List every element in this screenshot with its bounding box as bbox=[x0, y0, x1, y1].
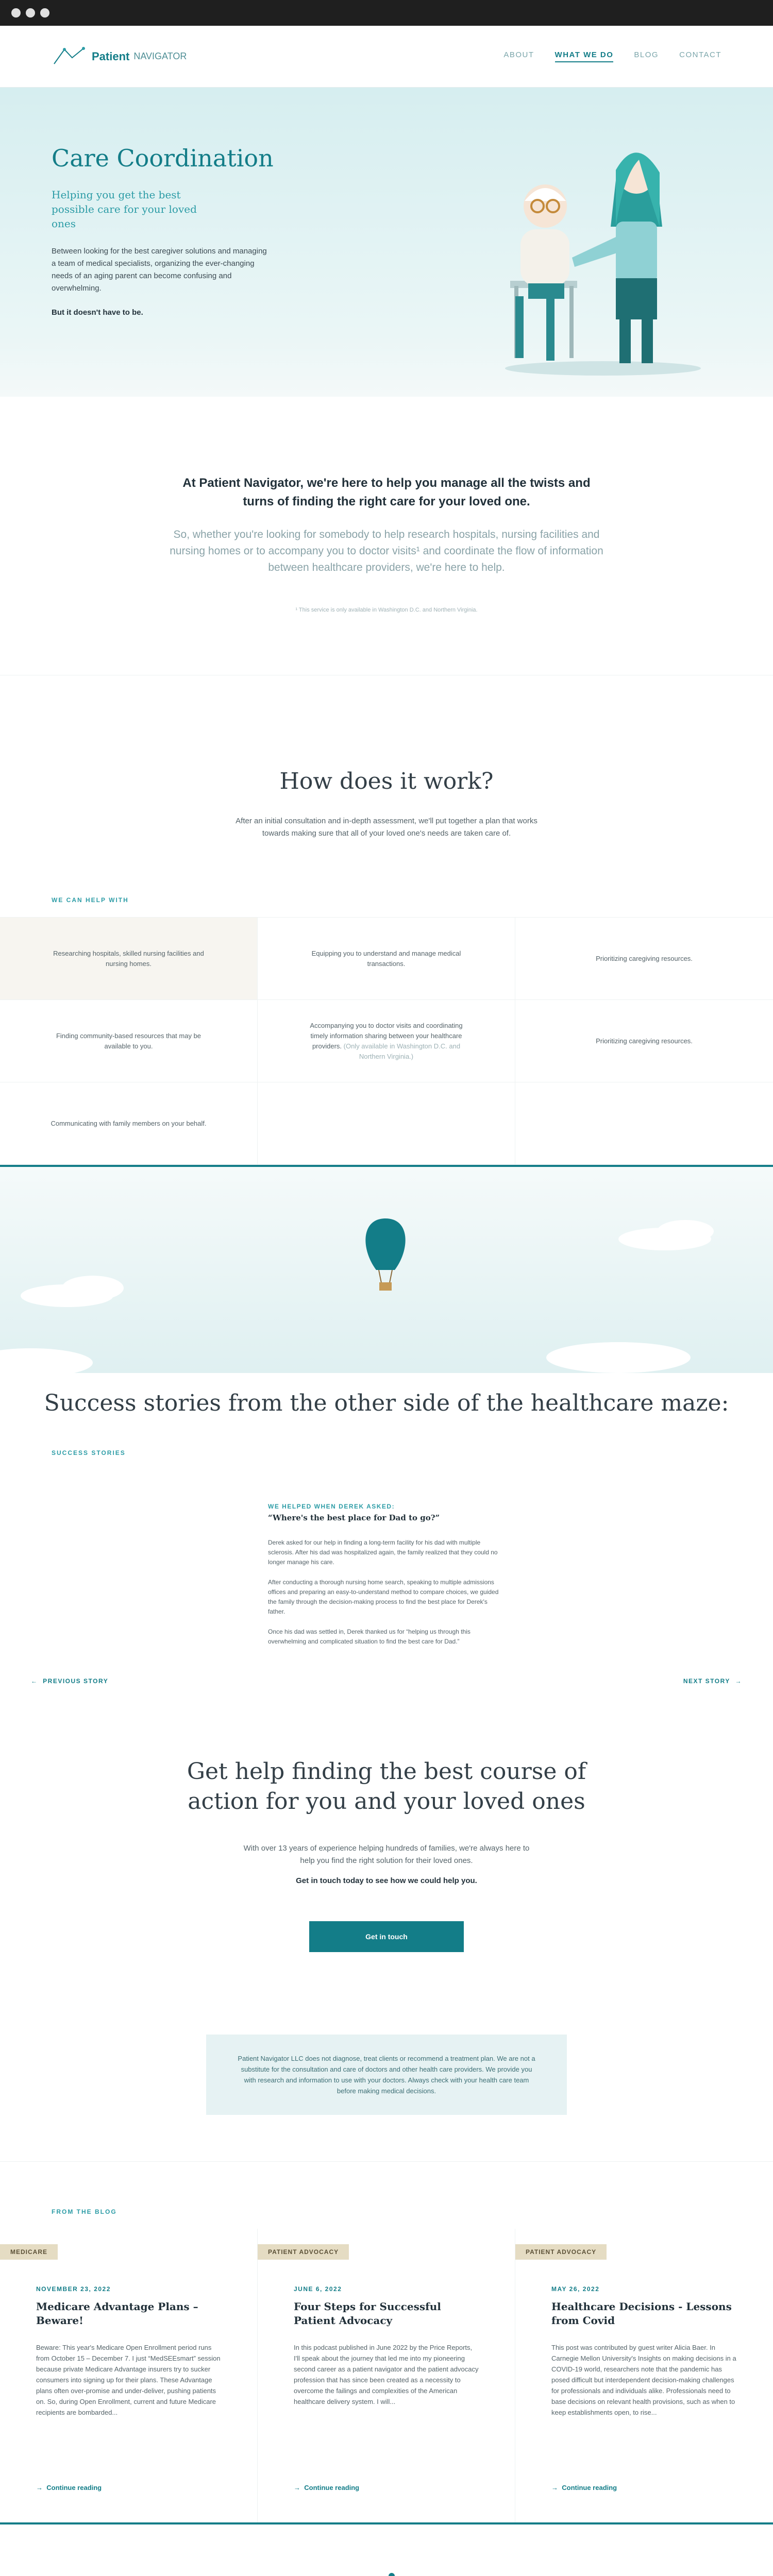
logo-main-text: Patient bbox=[92, 49, 130, 63]
nav-contact[interactable]: CONTACT bbox=[679, 50, 721, 59]
get-in-touch-button[interactable]: Get in touch bbox=[309, 1921, 464, 1952]
service-text: Finding community-based resources that may be available to you. bbox=[56, 1031, 201, 1050]
continue-reading-link[interactable] bbox=[294, 2484, 359, 2492]
service-cell bbox=[0, 1000, 258, 1082]
mission-lead: At Patient Navigator, we're here to help you manage all the twists and turns of finding the right care for your loved one. bbox=[182, 476, 591, 509]
blog-card[interactable] bbox=[515, 2229, 773, 2522]
service-cell-empty bbox=[515, 1082, 773, 1165]
hot-air-balloon-icon bbox=[0, 1167, 773, 1373]
continue-reading-link[interactable] bbox=[551, 2484, 617, 2492]
next-story-label: NEXT STORY bbox=[683, 1677, 730, 1685]
arrow-right-icon: → bbox=[730, 1677, 742, 1685]
service-text: Researching hospitals, skilled nursing facilities and nursing homes. bbox=[53, 949, 204, 968]
next-story-link[interactable] bbox=[683, 1677, 742, 1685]
network-dots-illustration bbox=[0, 2555, 773, 2576]
success-story bbox=[268, 1503, 505, 1647]
blog-category-tag[interactable]: MEDICARE bbox=[0, 2244, 58, 2260]
window-close-dot[interactable] bbox=[11, 8, 21, 18]
help-title: Get help finding the best course of action for you and your loved ones bbox=[187, 1758, 586, 1815]
blog-section bbox=[0, 2162, 773, 2524]
balloon-sky-illustration bbox=[0, 1167, 773, 1373]
service-cell-empty bbox=[258, 1082, 515, 1165]
nav-what-we-do[interactable]: WHAT WE DO bbox=[555, 50, 614, 62]
site-header bbox=[0, 26, 773, 88]
navigator-compass-icon bbox=[52, 46, 88, 67]
hero bbox=[0, 88, 773, 397]
continue-reading-label: Continue reading bbox=[304, 2484, 360, 2492]
hero-strong-line: But it doesn't have to be. bbox=[52, 308, 143, 317]
story-paragraph: Derek asked for our help in finding a long-term facility for his dad with multiple sclerosis. After his dad was hospitalized again, the family realized that they could no longer manage his care. bbox=[268, 1539, 498, 1566]
how-title: How does it work? bbox=[279, 768, 494, 794]
story-nav bbox=[0, 1677, 773, 1685]
previous-story-label: PREVIOUS STORY bbox=[43, 1677, 109, 1685]
service-text: Prioritizing caregiving resources. bbox=[596, 954, 693, 962]
blog-card[interactable] bbox=[258, 2229, 515, 2522]
blog-excerpt: In this podcast published in June 2022 by the Price Reports, I'll speak about the journey that led me into my pioneering second career as a patient navigator and the patient advocacy profession that has since been created as a necessity to overcome the failings and complexities of the American healthcare delivery system. I will... bbox=[294, 2344, 479, 2405]
continue-reading-link[interactable] bbox=[36, 2484, 102, 2492]
arrow-right-icon: → bbox=[294, 2484, 305, 2492]
window-minimize-dot[interactable] bbox=[26, 8, 35, 18]
services-grid bbox=[0, 917, 773, 1165]
service-cell bbox=[515, 1000, 773, 1082]
hero-tagline: Helping you get the best possible care for your loved ones bbox=[52, 189, 197, 230]
blog-title[interactable]: Medicare Advantage Plans – Beware! bbox=[36, 2300, 198, 2327]
logo-sub-text: NAVIGATOR bbox=[133, 51, 187, 61]
story-paragraph: Once his dad was settled in, Derek thanked us for “helping us through this overwhelming and complicated situation to find the best care for Dad.” bbox=[268, 1628, 470, 1645]
blog-excerpt: This post was contributed by guest writer Alicia Baer. In Carnegie Mellon University's Insights on making decisions in a COVID-19 world, researchers note that the pandemic has posed difficult but interdependent decision-making challenges for professionals and individuals alike. Professionals need to base decisions on relevant health provisions, such as when to keep establishments open, to rise... bbox=[551, 2344, 736, 2416]
blog-excerpt: Beware: This year's Medicare Open Enrollment period runs from October 15 – December 7. I just “MedSEEsmart” session because private Medicare Advantage insurers try to sucker consumers into signing up for their plans. These Advantage plans often over-promise and under-deliver, pushing patients on. So, during Open Enrollment, current and future Medicare recipients are bombarded... bbox=[36, 2344, 221, 2416]
blog-date: MAY 26, 2022 bbox=[551, 2285, 600, 2293]
blog-category-tag[interactable]: PATIENT ADVOCACY bbox=[515, 2244, 607, 2260]
previous-story-link[interactable] bbox=[31, 1677, 108, 1685]
contact-section bbox=[0, 2524, 773, 2576]
arrow-right-icon: → bbox=[551, 2484, 562, 2492]
service-cell bbox=[258, 918, 515, 1000]
service-text: Prioritizing caregiving resources. bbox=[596, 1037, 693, 1045]
stories-title: Success stories from the other side of the healthcare maze: bbox=[44, 1390, 729, 1416]
hero-intro: Between looking for the best caregiver solutions and managing a team of medical specialists, organizing the ever-changing needs of an aging parent can become confusing and overwhelming. bbox=[52, 247, 267, 293]
nav-blog[interactable]: BLOG bbox=[634, 50, 659, 59]
blog-cards bbox=[0, 2229, 773, 2522]
service-cell bbox=[515, 918, 773, 1000]
arrow-right-icon: → bbox=[36, 2484, 47, 2492]
success-stories-section bbox=[0, 1167, 773, 1685]
story-quote: “Where's the best place for Dad to go?” bbox=[268, 1513, 440, 1522]
blog-category-tag[interactable]: PATIENT ADVOCACY bbox=[258, 2244, 349, 2260]
service-cell bbox=[258, 1000, 515, 1082]
service-cell bbox=[0, 918, 258, 1000]
get-help-section bbox=[0, 1757, 773, 2162]
window-zoom-dot[interactable] bbox=[40, 8, 49, 18]
help-call-to-action: Get in touch today to see how we could help you. bbox=[296, 1876, 477, 1885]
page-title: Care Coordination bbox=[52, 144, 274, 172]
service-text: Accompanying you to doctor visits and coordinating timely information sharing between your healthcare providers. bbox=[310, 1021, 463, 1050]
blog-title[interactable]: Four Steps for Successful Patient Advocacy bbox=[294, 2300, 441, 2327]
service-text: Communicating with family members on your behalf. bbox=[51, 1119, 207, 1127]
caregiver-illustration bbox=[484, 103, 701, 381]
blog-title[interactable]: Healthcare Decisions - Lessons from Covid bbox=[551, 2300, 732, 2327]
mission-sub: So, whether you're looking for somebody to help research hospitals, nursing facilities and nursing homes or to accompany you to doctor visits¹ and coordinate the flow of information between healthcare providers, we're here to help. bbox=[170, 529, 603, 573]
service-text: Equipping you to understand and manage medical transactions. bbox=[311, 949, 461, 968]
logo[interactable] bbox=[52, 46, 187, 67]
medical-disclaimer: Patient Navigator LLC does not diagnose, treat clients or recommend a treatment plan. We are not a substitute for the consultation and care of doctors and other health care providers. We provide you with research and information to use with your doctors. Always check with your health care team before making medical decisions. bbox=[206, 2035, 567, 2115]
blog-card[interactable] bbox=[0, 2229, 258, 2522]
service-cell bbox=[0, 1082, 258, 1165]
blog-label: FROM THE BLOG bbox=[52, 2208, 117, 2215]
arrow-left-icon: ← bbox=[31, 1677, 43, 1685]
continue-reading-label: Continue reading bbox=[46, 2484, 102, 2492]
blog-date: JUNE 6, 2022 bbox=[294, 2285, 342, 2293]
main-nav bbox=[503, 50, 721, 62]
browser-chrome bbox=[0, 0, 773, 26]
mission-footnote: ¹ This service is only available in Washington D.C. and Northern Virginia. bbox=[295, 607, 478, 613]
help-with-label: WE CAN HELP WITH bbox=[52, 896, 129, 904]
how-description: After an initial consultation and in-depth assessment, we'll put together a plan that works towards making sure that all of your loved one's needs are taken care of. bbox=[236, 817, 537, 838]
mission-section bbox=[0, 397, 773, 675]
story-paragraph: After conducting a thorough nursing home search, speaking to multiple admissions offices and preparing an easy-to-understand method to compare choices, we guided the family through the decision-making process to find the best place for Derek's father. bbox=[268, 1579, 499, 1615]
help-description: With over 13 years of experience helping hundreds of families, we're always here to help you find the right solution for their loved ones. bbox=[243, 1844, 530, 1865]
stories-label: SUCCESS STORIES bbox=[52, 1449, 126, 1456]
nav-about[interactable]: ABOUT bbox=[503, 50, 534, 59]
service-note: (Only available in Washington D.C. and Northern Virginia.) bbox=[343, 1042, 461, 1060]
how-it-works-section bbox=[0, 675, 773, 1167]
story-kicker: WE HELPED WHEN DEREK ASKED: bbox=[268, 1503, 395, 1510]
continue-reading-label: Continue reading bbox=[562, 2484, 617, 2492]
blog-date: NOVEMBER 23, 2022 bbox=[36, 2285, 111, 2293]
